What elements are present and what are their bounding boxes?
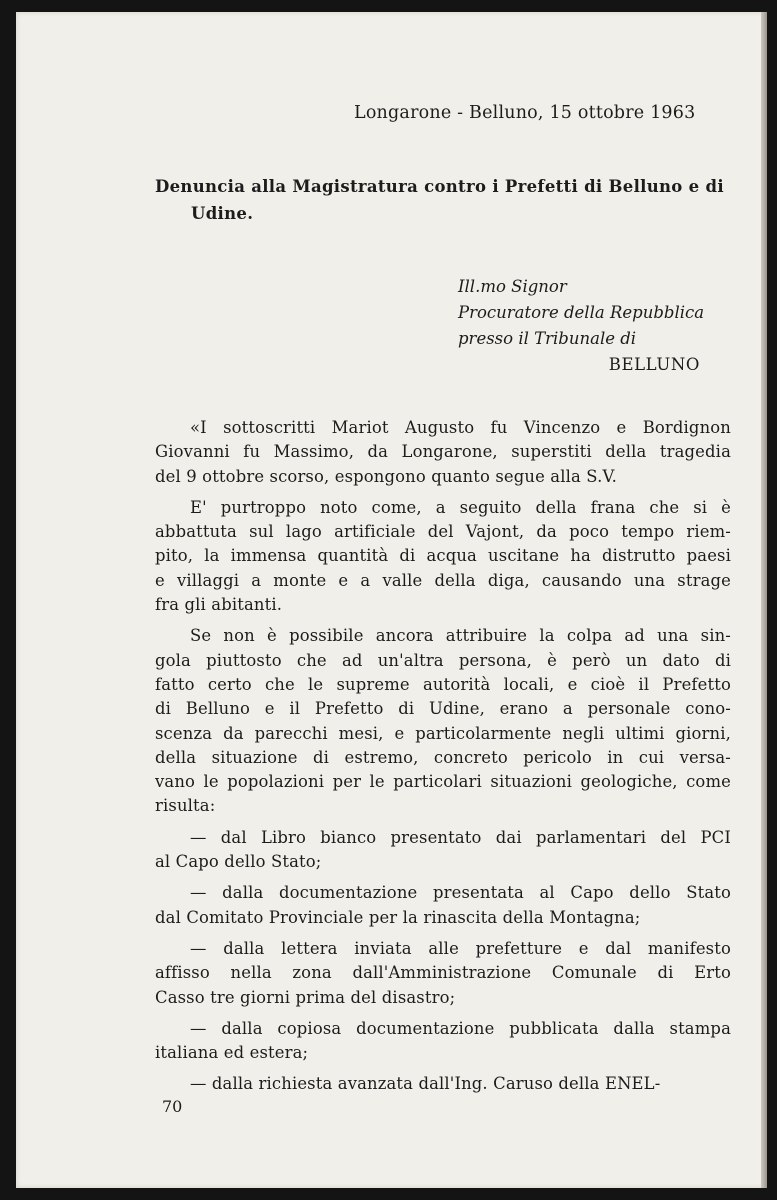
book-page bbox=[16, 12, 767, 1188]
paragraph bbox=[155, 416, 731, 489]
text-line: fatto certo che le supreme autorità locali, e cioè il Prefetto bbox=[155, 674, 731, 694]
text-line: di Belluno e il Prefetto di Udine, erano a personale cono- bbox=[155, 699, 731, 719]
document-heading bbox=[155, 173, 735, 227]
text-line: — dalla richiesta avanzata dall'Ing. Caruso della ENEL- bbox=[190, 1074, 661, 1094]
page-number: 70 bbox=[162, 1097, 183, 1116]
dateline: Longarone - Belluno, 15 ottobre 1963 bbox=[354, 103, 696, 123]
text-line: del 9 ottobre scorso, espongono quanto segue alla S.V. bbox=[155, 466, 617, 486]
text-line: pito, la immensa quantità di acqua uscitane ha distrutto paesi bbox=[155, 546, 731, 566]
text-line: affisso nella zona dall'Amministrazione Comunale di Erto bbox=[155, 963, 731, 983]
paragraph bbox=[155, 1017, 731, 1066]
addressee-block bbox=[458, 274, 704, 352]
text-line: E' purtroppo noto come, a seguito della frana che si è bbox=[190, 497, 731, 517]
text-line: vano le popolazioni per le particolari situazioni geologiche, come bbox=[155, 772, 731, 792]
paragraph bbox=[155, 881, 731, 930]
heading-line-2: Udine. bbox=[191, 204, 254, 223]
text-line: fra gli abitanti. bbox=[155, 595, 283, 615]
text-line: risulta: bbox=[155, 796, 216, 816]
text-line: e villaggi a monte e a valle della diga, causando una strage bbox=[155, 570, 731, 590]
heading-line-1: Denuncia alla Magistratura contro i Prefetti di Belluno e di bbox=[155, 177, 724, 196]
paragraph bbox=[155, 496, 731, 617]
address-line: Ill.mo Signor bbox=[458, 277, 567, 296]
paragraph bbox=[155, 937, 731, 1010]
text-line: Se non è possibile ancora attribuire la colpa ad una sin- bbox=[190, 626, 731, 646]
paragraph bbox=[155, 826, 731, 875]
text-line: della situazione di estremo, concreto pericolo in cui versa- bbox=[155, 747, 731, 767]
paragraph bbox=[155, 1072, 731, 1096]
text-line: Giovanni fu Massimo, da Longarone, superstiti della tragedia bbox=[155, 442, 731, 462]
text-line: — dalla documentazione presentata al Capo dello Stato bbox=[190, 883, 731, 903]
text-line: gola piuttosto che ad un'altra persona, è però un dato di bbox=[155, 650, 731, 670]
text-line: «I sottoscritti Mariot Augusto fu Vincenzo e Bordignon bbox=[190, 418, 731, 437]
text-line: abbattuta sul lago artificiale del Vajont, da poco tempo riem- bbox=[155, 522, 731, 542]
text-line: Casso tre giorni prima del disastro; bbox=[155, 987, 456, 1007]
addressee-city: BELLUNO bbox=[608, 355, 700, 374]
address-line: presso il Tribunale di bbox=[458, 329, 637, 348]
page-edge bbox=[761, 12, 767, 1188]
text-line: — dalla lettera inviata alle prefetture e dal manifesto bbox=[190, 938, 731, 958]
text-line: — dalla copiosa documentazione pubblicata dalla stampa bbox=[190, 1018, 731, 1038]
text-line: scenza da parecchi mesi, e particolarmente negli ultimi giorni, bbox=[155, 723, 731, 743]
paragraph bbox=[155, 624, 731, 818]
address-line: Procuratore della Repubblica bbox=[458, 303, 705, 322]
text-line: dal Comitato Provinciale per la rinascita della Montagna; bbox=[155, 907, 641, 927]
text-line: al Capo dello Stato; bbox=[155, 852, 322, 872]
letter-body bbox=[155, 416, 731, 1104]
text-line: — dal Libro bianco presentato dai parlamentari del PCI bbox=[190, 827, 731, 847]
text-line: italiana ed estera; bbox=[155, 1043, 309, 1063]
